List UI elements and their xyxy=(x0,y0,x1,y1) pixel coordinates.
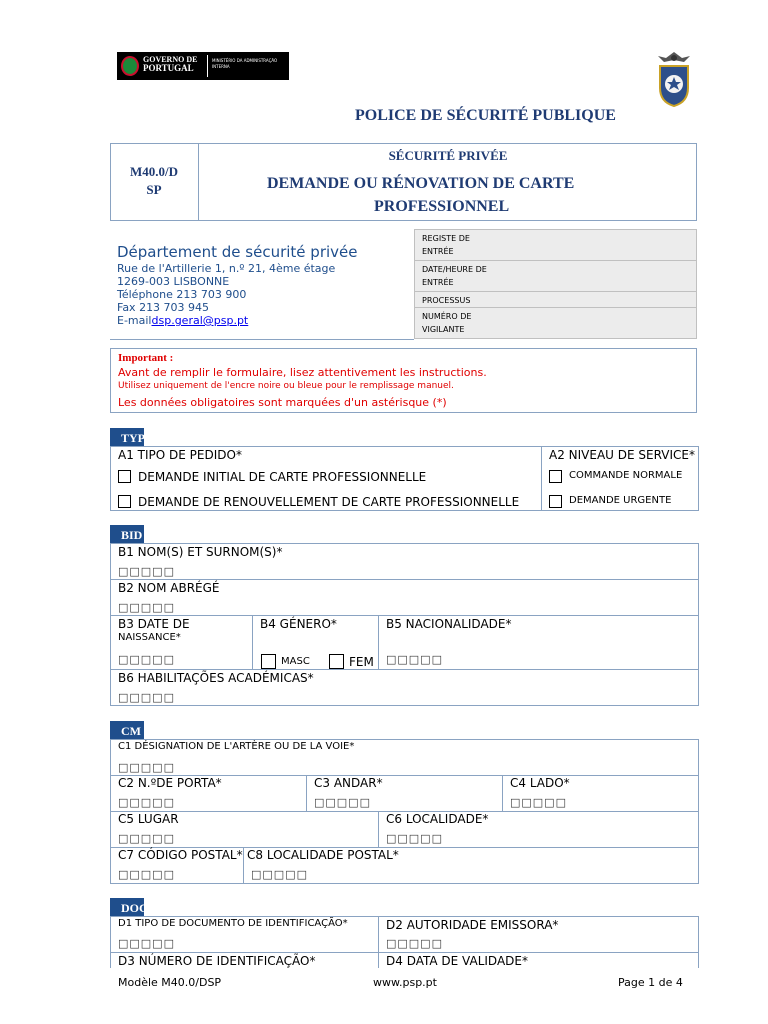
a2-normal-checkbox[interactable] xyxy=(549,470,562,483)
entry-box xyxy=(414,229,697,339)
important-line2: Utilisez uniquement de l'encre noire ou bleue pour le remplissage manuel. xyxy=(118,381,454,391)
d2-field[interactable]: □□□□□ xyxy=(386,937,443,950)
footer-model: Modèle M40.0/DSP xyxy=(118,976,222,989)
email-label: E-mail xyxy=(117,314,152,327)
a1-initial-checkbox[interactable] xyxy=(118,470,131,483)
d1-field[interactable]: □□□□□ xyxy=(118,937,175,950)
d4-label: D4 DATA DE VALIDADE* xyxy=(386,954,528,968)
a2-normal-label: COMMANDE NORMALE xyxy=(569,470,683,481)
logo-text-line1: GOVERNO DE xyxy=(143,55,198,64)
a2-urgent-label: DEMANDE URGENTE xyxy=(569,495,672,506)
c7-field[interactable]: □□□□□ xyxy=(118,868,175,881)
form-title-line1: DEMANDE OU RÉNOVATION DE CARTE xyxy=(267,175,575,192)
page-title: POLICE DE SÉCURITÉ PUBLIQUE xyxy=(355,107,616,124)
c2-field[interactable]: □□□□□ xyxy=(118,796,175,809)
department-phone: Téléphone 213 703 900 xyxy=(117,288,247,301)
b1-field[interactable]: □□□□□ xyxy=(118,565,175,578)
b3-label-line2: NAISSANCE* xyxy=(118,632,181,643)
b5-field[interactable]: □□□□□ xyxy=(386,653,443,666)
email-link[interactable]: dsp.geral@psp.pt xyxy=(151,314,249,327)
d1-label: D1 TIPO DE DOCUMENTO DE IDENTIFICAÇÃO* xyxy=(118,918,348,929)
logo-text-line2: PORTUGAL xyxy=(143,63,194,73)
footer-website[interactable]: www.psp.pt xyxy=(373,976,437,989)
a1-renewal-checkbox[interactable] xyxy=(118,495,131,508)
department-block xyxy=(117,243,357,327)
b4-fem-checkbox[interactable] xyxy=(329,654,344,669)
c1-field[interactable]: □□□□□ xyxy=(118,761,175,774)
important-line3: Les données obligatoires sont marquées d'un astérisque (*) xyxy=(118,396,447,409)
a1-renewal-label: DEMANDE DE RENOUVELLEMENT DE CARTE PROFESSIONNELLE xyxy=(138,495,520,509)
c8-field[interactable]: □□□□□ xyxy=(251,868,308,881)
b6-label: B6 HABILITAÇÕES ACADÉMICAS* xyxy=(118,671,314,685)
c8-label: C8 LOCALIDADE POSTAL* xyxy=(247,848,399,862)
section-c-tab: CM xyxy=(110,721,144,740)
department-name: Département de sécurité privée xyxy=(117,243,358,261)
entry-row: NUMÉRO DE VIGILANTE xyxy=(422,312,472,334)
b5-label: B5 NACIONALIDADE* xyxy=(386,617,512,631)
d3-label: D3 NÚMERO DE IDENTIFICAÇÃO* xyxy=(118,954,316,968)
form-code-line2: SP xyxy=(146,182,162,197)
c6-label: C6 LOCALIDADE* xyxy=(386,812,489,826)
section-a-tab: TYP xyxy=(110,428,144,447)
section-b-tab: BID xyxy=(110,525,144,544)
footer-page: Page 1 de 4 xyxy=(618,976,683,989)
psp-crest-icon xyxy=(654,50,694,108)
c3-label: C3 ANDAR* xyxy=(314,776,383,790)
c5-field[interactable]: □□□□□ xyxy=(118,832,175,845)
b6-field[interactable]: □□□□□ xyxy=(118,691,175,704)
government-logo xyxy=(117,52,289,80)
form-code-line1: M40.0/D xyxy=(129,164,179,179)
b3-field[interactable]: □□□□□ xyxy=(118,653,175,666)
logo-ministry: MINISTÉRIO DA ADMINISTRAÇÃO INTERNA xyxy=(212,58,278,69)
c3-field[interactable]: □□□□□ xyxy=(314,796,371,809)
entry-row: DATE/HEURE DE ENTRÉE xyxy=(415,261,696,292)
b4-masc-label: MASC xyxy=(281,656,310,667)
a1-label: A1 TIPO DE PEDIDO* xyxy=(118,448,242,462)
a2-label: A2 NIVEAU DE SERVICE* xyxy=(549,448,695,462)
c7-label: C7 CÓDIGO POSTAL* xyxy=(118,848,243,862)
department-address1: Rue de l'Artillerie 1, n.º 21, 4ème étage xyxy=(117,262,336,275)
entry-row: PROCESSUS xyxy=(415,292,696,308)
c2-label: C2 N.ºDE PORTA* xyxy=(118,776,222,790)
c4-field[interactable]: □□□□□ xyxy=(510,796,567,809)
c4-label: C4 LADO* xyxy=(510,776,570,790)
important-line1: Avant de remplir le formulaire, lisez attentivement les instructions. xyxy=(118,366,487,379)
a1-initial-label: DEMANDE INITIAL DE CARTE PROFESSIONNELLE xyxy=(138,470,427,484)
b3-label-line1: B3 DATE DE xyxy=(118,617,190,631)
c5-label: C5 LUGAR xyxy=(118,812,179,826)
d2-label: D2 AUTORIDADE EMISSORA* xyxy=(386,918,559,932)
form-title-line2: PROFESSIONNEL xyxy=(374,198,510,215)
b4-fem-label: FEM xyxy=(349,655,374,669)
flag-emblem-icon xyxy=(121,56,139,76)
section-d-tab: DOC xyxy=(110,898,144,917)
a2-urgent-checkbox[interactable] xyxy=(549,495,562,508)
entry-row: REGISTE DE ENTRÉE xyxy=(415,230,696,261)
department-address2: 1269-003 LISBONNE xyxy=(117,275,230,288)
b1-label: B1 NOM(S) ET SURNOM(S)* xyxy=(118,545,283,559)
c6-field[interactable]: □□□□□ xyxy=(386,832,443,845)
b2-label: B2 NOM ABRÉGÉ xyxy=(118,581,220,595)
form-section-label: SÉCURITÉ PRIVÉE xyxy=(388,148,508,163)
b4-masc-checkbox[interactable] xyxy=(261,654,276,669)
b2-field[interactable]: □□□□□ xyxy=(118,601,175,614)
department-fax: Fax 213 703 945 xyxy=(117,301,210,314)
b4-label: B4 GÉNERO* xyxy=(260,617,337,631)
c1-label: C1 DÉSIGNATION DE L'ARTÈRE OU DE LA VOIE* xyxy=(118,741,355,752)
important-heading: Important : xyxy=(118,352,174,364)
